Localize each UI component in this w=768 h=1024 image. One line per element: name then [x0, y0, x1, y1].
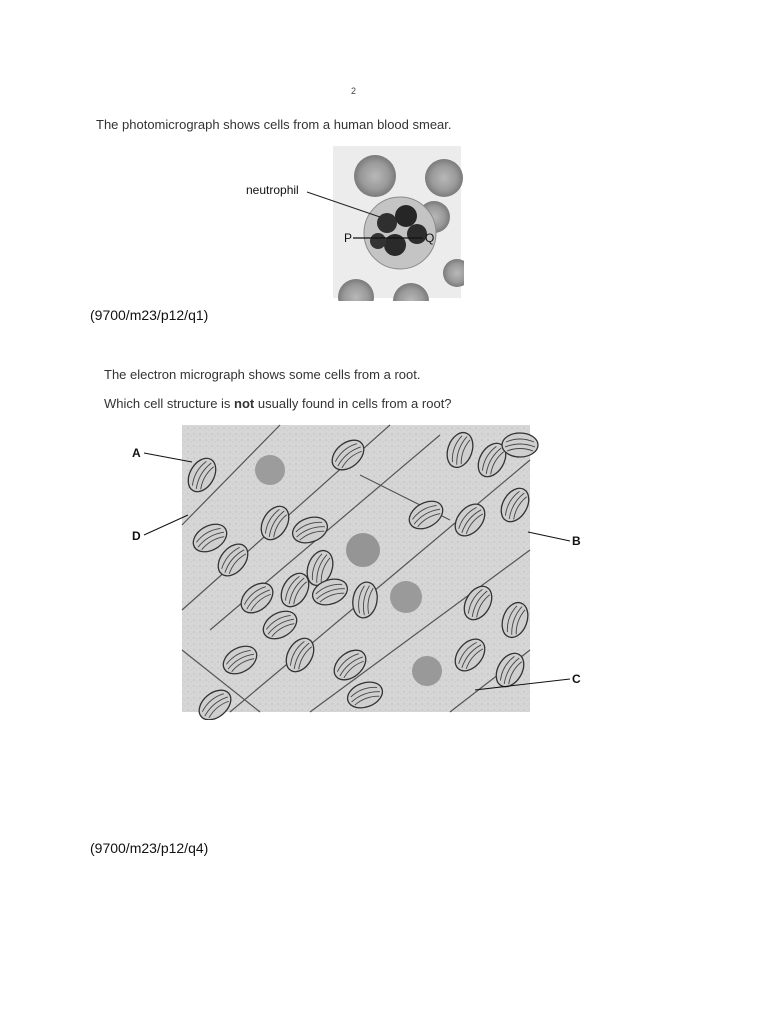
nucleus-lobe — [384, 234, 406, 256]
neutrophil-label: neutrophil — [246, 183, 299, 197]
question1-text: The photomicrograph shows cells from a human blood smear. — [96, 117, 452, 132]
question2-text1: The electron micrograph shows some cells from a root. — [104, 367, 421, 382]
red-blood-cell — [354, 155, 396, 197]
question2-text2-before: Which cell structure is — [104, 396, 235, 411]
question2-text2-bold: not — [234, 396, 255, 411]
label-b: B — [572, 534, 581, 548]
page-number-marker: 2 — [351, 86, 357, 96]
nucleus — [346, 533, 380, 567]
label-a: A — [132, 446, 141, 460]
question2-text2 — [104, 396, 452, 411]
nucleus — [255, 455, 285, 485]
label-p: P — [344, 231, 353, 245]
label-c: C — [572, 672, 581, 686]
blood-smear-photomicrograph — [232, 145, 464, 301]
label-q: Q — [425, 231, 435, 245]
nucleus-lobe — [407, 224, 427, 244]
nucleus-lobe — [370, 233, 386, 249]
nucleus-lobe — [377, 213, 397, 233]
nucleus — [412, 656, 442, 686]
label-d: D — [132, 529, 141, 543]
question2-text2-after: usually found in cells from a root? — [254, 396, 452, 411]
red-blood-cell — [425, 159, 463, 197]
nucleus — [390, 581, 422, 613]
nucleus-lobe — [395, 205, 417, 227]
question1-reference: (9700/m23/p12/q1) — [90, 307, 209, 323]
root-electron-micrograph — [120, 420, 600, 720]
question2-reference: (9700/m23/p12/q4) — [90, 840, 209, 856]
